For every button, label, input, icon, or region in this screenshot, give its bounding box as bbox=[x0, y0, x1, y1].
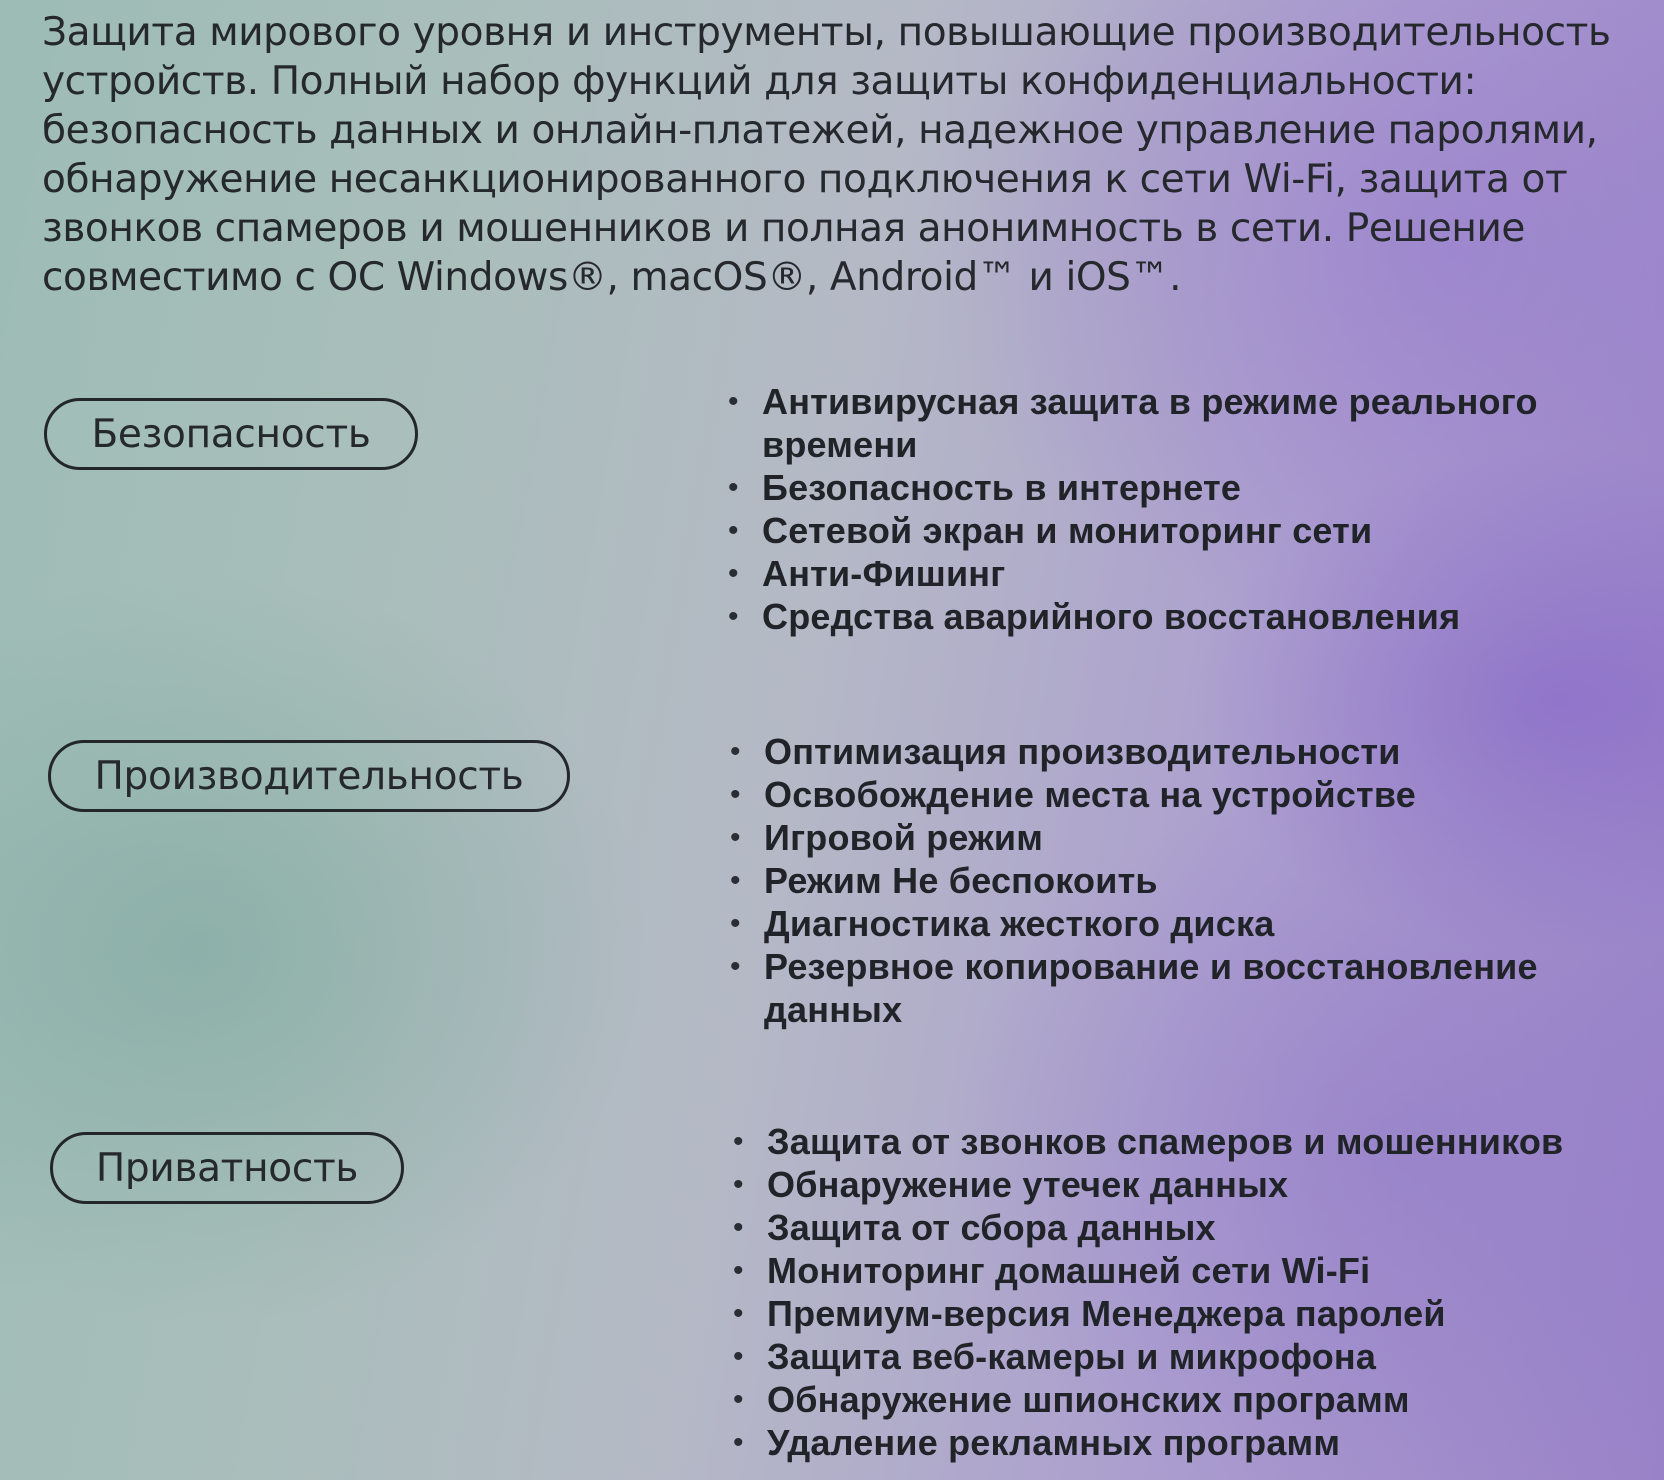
security-label-pill: Безопасность bbox=[44, 398, 418, 470]
feature-item: • Средства аварийного восстановления bbox=[728, 595, 1608, 638]
feature-item: • Мониторинг домашней сети Wi-Fi bbox=[733, 1249, 1613, 1292]
feature-item: • Анти-Фишинг bbox=[728, 552, 1608, 595]
feature-item: • Сетевой экран и мониторинг сети bbox=[728, 509, 1608, 552]
feature-item: • Антивирусная защита в режиме реального времени bbox=[728, 380, 1608, 466]
feature-item: • Режим Не беспокоить bbox=[730, 859, 1610, 902]
feature-item: • Обнаружение утечек данных bbox=[733, 1163, 1613, 1206]
performance-label-pill: Производительность bbox=[48, 740, 570, 812]
feature-item: • Резервное копирование и восстановление данных bbox=[730, 945, 1610, 1031]
feature-item: • Освобождение места на устройстве bbox=[730, 773, 1610, 816]
feature-item: • Защита от звонков спамеров и мошенников bbox=[733, 1120, 1613, 1163]
feature-item: • Обнаружение шпионских программ bbox=[733, 1378, 1613, 1421]
feature-item: • Игровой режим bbox=[730, 816, 1610, 859]
intro-paragraph: Защита мирового уровня и инструменты, повышающие производительность устройств. Полный набор функций для защиты конфиденциальности: безопасность данных и онлайн-платежей, надежное управление паролями, обнаружение несанкционированного подключения к сети Wi-Fi, защита от звонков спамеров и мошенников и полная анонимность в сети. Решение совместимо с ОС Windows®, macOS®, Android™ и iOS™. bbox=[42, 10, 1611, 300]
feature-item: • Удаление рекламных программ bbox=[733, 1421, 1613, 1464]
performance-feature-list bbox=[730, 730, 1610, 1031]
feature-item: • Диагностика жесткого диска bbox=[730, 902, 1610, 945]
feature-item: • Оптимизация производительности bbox=[730, 730, 1610, 773]
feature-item: • Защита веб-камеры и микрофона bbox=[733, 1335, 1613, 1378]
privacy-label-pill: Приватность bbox=[50, 1132, 404, 1204]
feature-item: • Безопасность в интернете bbox=[728, 466, 1608, 509]
feature-item: • Защита от сбора данных bbox=[733, 1206, 1613, 1249]
privacy-feature-list bbox=[733, 1120, 1613, 1464]
security-feature-list bbox=[728, 380, 1608, 638]
feature-item: • Премиум-версия Менеджера паролей bbox=[733, 1292, 1613, 1335]
